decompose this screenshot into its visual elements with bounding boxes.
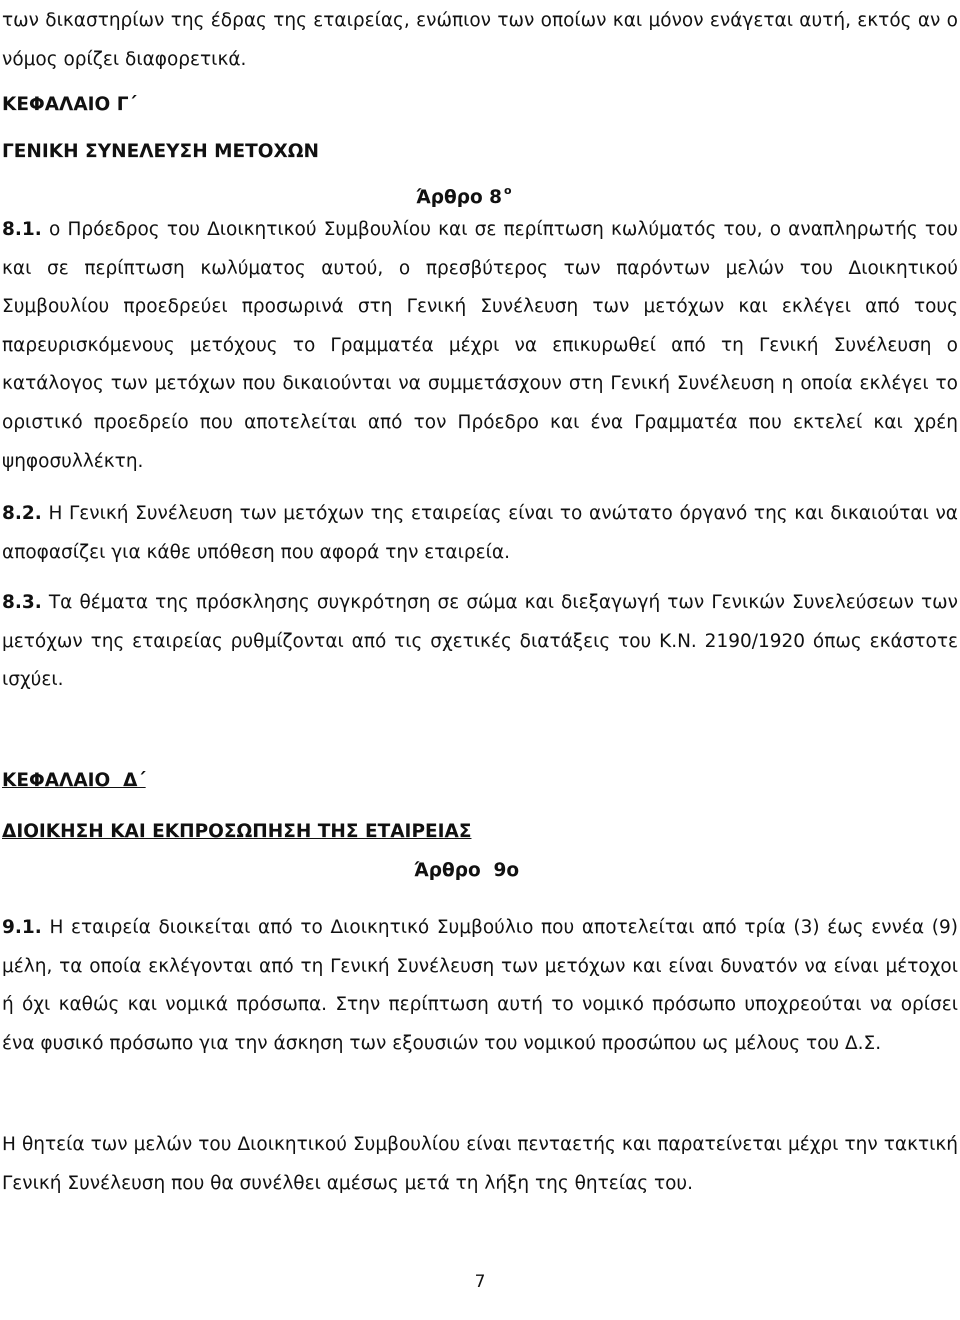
chapter-c-label: ΚΕΦΑΛΑΙΟ Γ΄	[2, 94, 137, 115]
paragraph-9-2: Η θητεία των μελών του Διοικητικού Συμβουλίου είναι πενταετής και παρατείνεται μέχρι την τακτική Γενική Συνέλευση που θα συνέλθει αμέσως μετά τη λήξη της θητείας του.	[2, 1134, 958, 1194]
paragraph-8-1-text: ο Πρόεδρος του Διοικητικού Συμβουλίου και σε περίπτωση κωλύματός του, ο αναπληρωτής του και σε περίπτωση κωλύματος αυτού, ο πρεσβύτερος των παρόντων μελών του Διοικητικού Συμβουλίου προεδρεύει προσωρινά στη Γενική Συνέλευση των μετόχων και εκλέγει από τους παρευρισκόμενους μετόχους το Γραμματέα μέχρι να επικυρωθεί από τη Γενική Συνέλευση ο κατάλογος των μετόχων που δικαιούνται να συμμετάσχουν στη Γενική Συνέλευση η οποία εκλέγει το οριστικό προεδρείο που αποτελείται από τον Πρόεδρο και ένα Γραμματέα που εκτελεί και χρέη ψηφοσυλλέκτη.	[2, 219, 958, 472]
chapter-c-title: ΓΕΝΙΚΗ ΣΥΝΕΛΕΥΣΗ ΜΕΤΟΧΩΝ	[2, 141, 319, 162]
paragraph-8-3	[2, 584, 958, 700]
chapter-d-title: ΔΙΟΙΚΗΣΗ ΚΑΙ ΕΚΠΡΟΣΩΠΗΣΗ ΤΗΣ ΕΤΑΙΡΕΙΑΣ	[2, 821, 472, 842]
paragraph-9-1-text: Η εταιρεία διοικείται από το Διοικητικό Συμβούλιο που αποτελείται από τρία (3) έως εννέα (9) μέλη, τα οποία εκλέγονται από τη Γενική Συνέλευση των μετόχων και είναι δυνατόν να είναι μέτοχοι ή όχι καθώς και νομικά πρόσωπα. Στην περίπτωση αυτή το νομικό πρόσωπο υποχρεούται να ορίσει ένα φυσικό πρόσωπο για την άσκηση των εξουσιών του νομικού προσώπου ως μέλους του Δ.Σ.	[2, 917, 958, 1054]
paragraph-8-1-number: 8.1.	[2, 219, 42, 240]
paragraph-9-1-number: 9.1.	[2, 917, 42, 938]
page-number: 7	[474, 1272, 486, 1292]
paragraph-8-2-number: 8.2.	[2, 503, 42, 524]
paragraph-8-2-text: Η Γενική Συνέλευση των μετόχων της εταιρείας είναι το ανώτατο όργανό της και δικαιούται να αποφασίζει για κάθε υπόθεση που αφορά την εταιρεία.	[2, 503, 958, 563]
article-9-heading: Άρθρο 9ο	[414, 860, 520, 881]
paragraph-8-1	[2, 211, 958, 481]
paragraph-9-1	[2, 909, 958, 1063]
paragraph-8-3-text: Τα θέματα της πρόσκλησης συγκρότηση σε σώμα και διεξαγωγή των Γενικών Συνελεύσεων των μετόχων της εταιρείας ρυθμίζονται από τις σχετικές διατάξεις του Κ.Ν. 2190/1920 όπως εκάστοτε ισχύει.	[2, 592, 958, 691]
chapter-d-label: ΚΕΦΑΛΑΙΟ Δ΄	[2, 770, 146, 791]
intro-paragraph: των δικαστηρίων της έδρας της εταιρείας, ενώπιον των οποίων και μόνον ενάγεται αυτή, εκτός αν ο νόμος ορίζει διαφορετικά.	[2, 10, 958, 70]
article-8-superscript: ο	[503, 184, 512, 197]
paragraph-8-3-number: 8.3.	[2, 592, 42, 613]
article-8-label: Άρθρο 8	[416, 187, 502, 208]
paragraph-8-2	[2, 495, 958, 572]
